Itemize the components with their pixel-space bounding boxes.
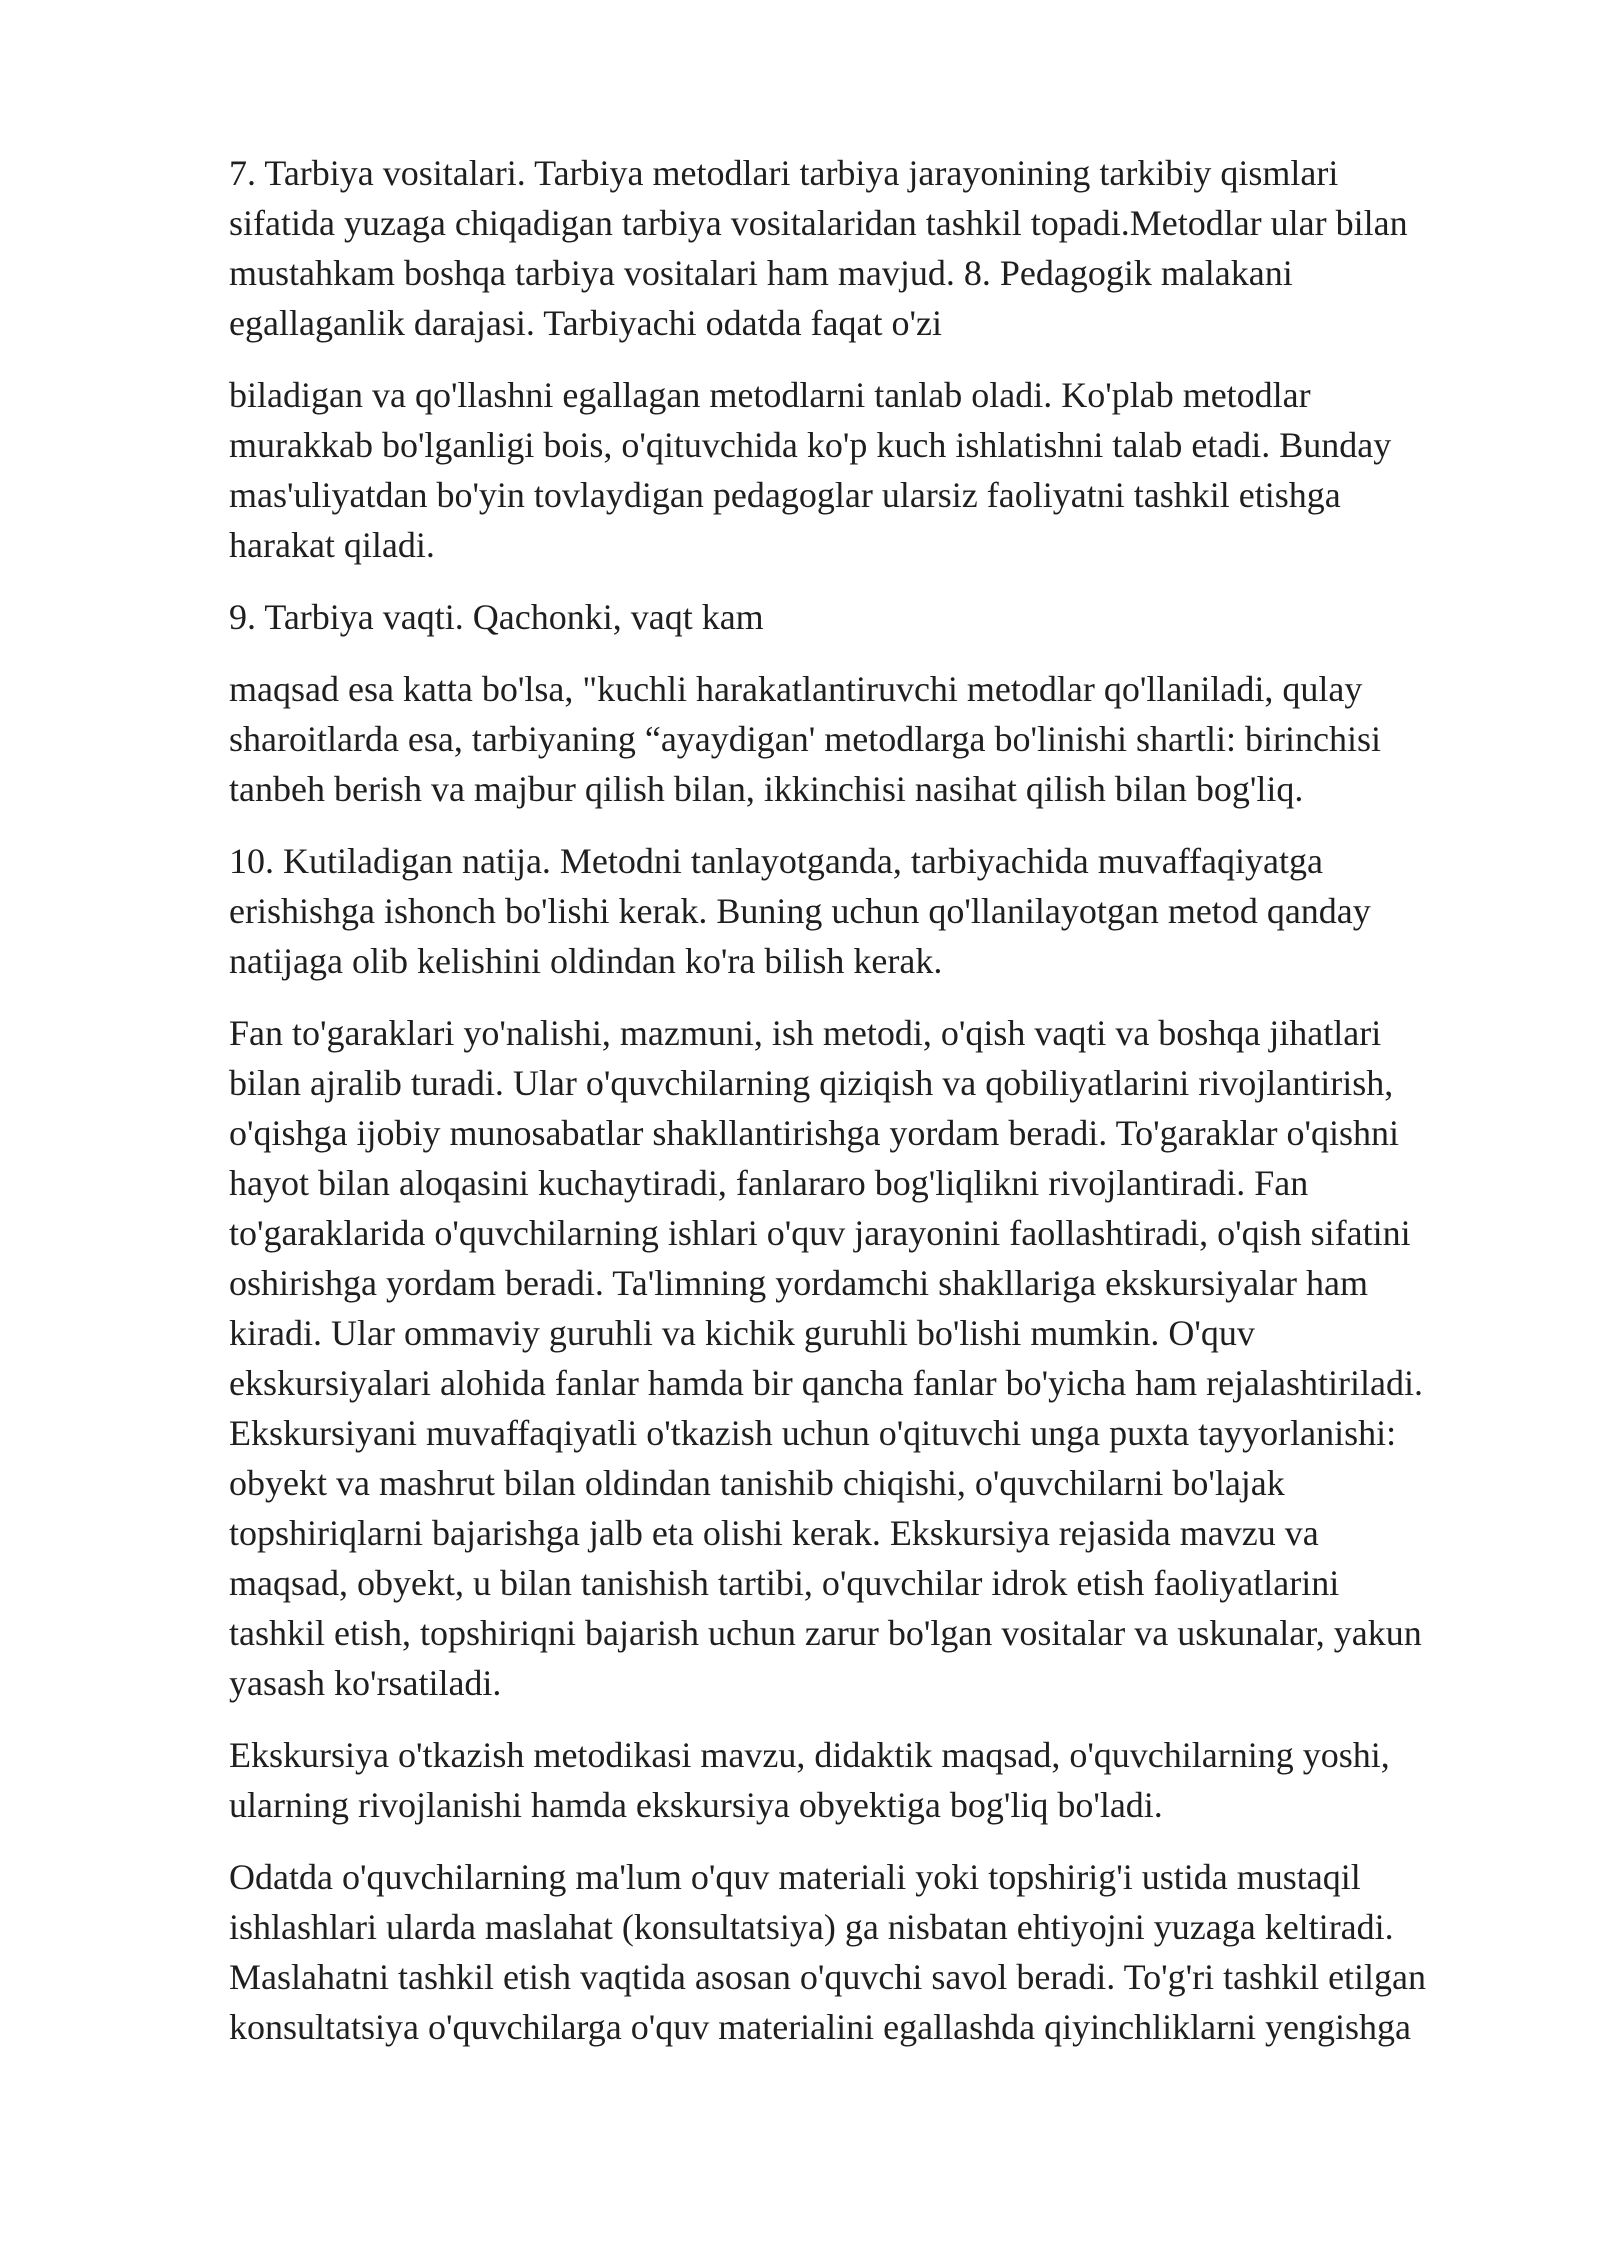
paragraph-tarbiya-vositalari: 7. Tarbiya vositalari. Tarbiya metodlari tarbiya jarayonining tarkibiy qismlari sifatida yuzaga chiqadigan tarbiya vositalaridan tashkil topadi.Metodlar ular bilan mustahkam boshqa tarbiya vositalari ham mavjud. 8. Pedagogik malakani egallaganlik darajasi. Tarbiyachi odatda faqat o'zi <box>229 153 1408 343</box>
paragraph-ekskursiya-metodikasi: Ekskursiya o'tkazish metodikasi mavzu, didaktik maqsad, o'quvchilarning yoshi, ularning rivojlanishi hamda ekskursiya obyektiga bog'liq bo'ladi. <box>229 1735 1390 1825</box>
paragraph-kutiladigan-natija: 10. Kutiladigan natija. Metodni tanlayotganda, tarbiyachida muvaffaqiyatga erishishga ishonch bo'lishi kerak. Buning uchun qo'llanilayotgan metod qanday natijaga olib kelishini oldindan ko'ra bilish kerak. <box>229 841 1371 981</box>
paragraph-konsultatsiya: Odatda o'quvchilarning ma'lum o'quv materiali yoki topshirig'i ustida mustaqil ishlashlari ularda maslahat (konsultatsiya) ga nisbatan ehtiyojni yuzaga keltiradi. Maslahatni tashkil etish vaqtida asosan o'quvchi savol beradi. To'g'ri tashkil etilgan konsultatsiya o'quvchilarga o'quv materialini egallashda qiyinchliklarni yengishga <box>229 1857 1427 2047</box>
paragraph-tarbiya-vaqti: 9. Tarbiya vaqti. Qachonki, vaqt kam <box>229 597 764 637</box>
paragraph-kuchli-metodlar: maqsad esa katta bo'lsa, "kuchli harakatlantiruvchi metodlar qo'llaniladi, qulay sharoitlarda esa, tarbiyaning “ayaydigan' metodlarga bo'linishi shartli: birinchisi tanbeh berish va majbur qilish bilan, ikkinchisi nasihat qilish bilan bog'liq. <box>229 669 1381 809</box>
paragraph-fan-togaraklari: Fan to'garaklari yo'nalishi, mazmuni, ish metodi, o'qish vaqti va boshqa jihatlari bilan ajralib turadi. Ular o'quvchilarning qiziqish va qobiliyatlarini rivojlantirish, o'qishga ijobiy munosabatlar shakllantirishga yordam beradi. To'garaklar o'qishni hayot bilan aloqasini kuchaytiradi, fanlararo bog'liqlikni rivojlantiradi. Fan to'garaklarida o'quvchilarning ishlari o'quv jarayonini faollashtiradi, o'qish sifatini oshirishga yordam beradi. Ta'limning yordamchi shakllariga ekskursiyalar ham kiradi. Ular ommaviy guruhli va kichik guruhli bo'lishi mumkin. O'quv ekskursiyalari alohida fanlar hamda bir qancha fanlar bo'yicha ham rejalashtiriladi. Ekskursiyani muvaffaqiyatli o'tkazish uchun o'qituvchi unga puxta tayyorlanishi: obyekt va mashrut bilan oldindan tanishib chiqishi, o'quvchilarni bo'lajak topshiriqlarni bajarishga jalb eta olishi kerak. Ekskursiya rejasida mavzu va maqsad, obyekt, u bilan tanishish tartibi, o'quvchilar idrok etish faoliyatlarini tashkil etish, topshiriqni bajarish uchun zarur bo'lgan vositalar va uskunalar, yakun yasash ko'rsatiladi. <box>229 1013 1423 1703</box>
document-body <box>229 148 1499 2074</box>
paragraph-metodlarni-tanlash: biladigan va qo'llashni egallagan metodlarni tanlab oladi. Ko'plab metodlar murakkab bo'lganligi bois, o'qituvchida ko'p kuch ishlatishni talab etadi. Bunday mas'uliyatdan bo'yin tovlaydigan pedagoglar ularsiz faoliyatni tashkil etishga harakat qiladi. <box>229 375 1392 565</box>
